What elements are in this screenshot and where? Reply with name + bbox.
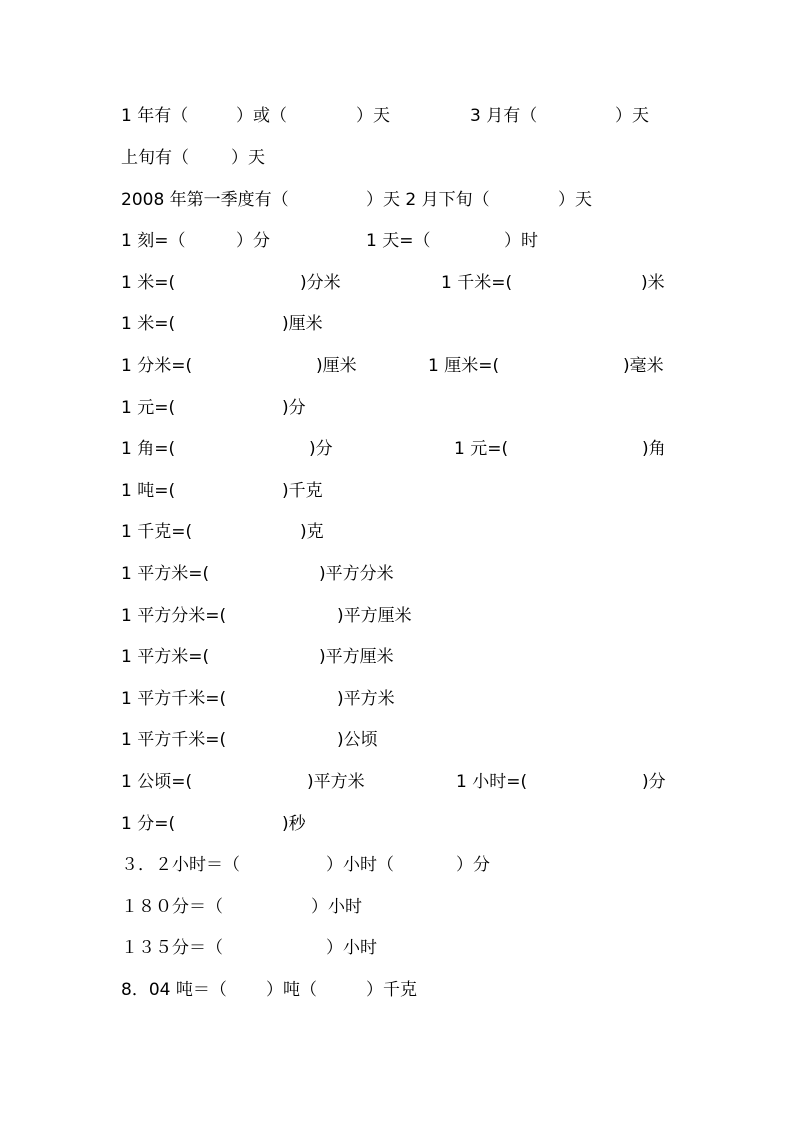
text-segment: 1 小时=( — [456, 772, 528, 792]
text-segment: 1 元=( — [454, 439, 509, 459]
text-segment: )分米 — [300, 273, 341, 293]
line-5 — [0, 271, 793, 295]
text-segment: ）天 — [356, 106, 390, 126]
text-segment: 1 角=( — [121, 439, 176, 459]
text-segment: )毫米 — [623, 356, 664, 376]
text-segment: ３．２小时＝（ — [121, 855, 240, 875]
text-segment: 1 千克=( — [121, 522, 193, 542]
text-segment: ）天 — [558, 190, 592, 210]
line-8 — [0, 396, 793, 420]
text-segment: 1 平方千米=( — [121, 730, 227, 750]
line-16 — [0, 728, 793, 752]
line-9 — [0, 437, 793, 461]
text-segment: )厘米 — [282, 314, 323, 334]
line-12 — [0, 562, 793, 586]
text-segment: 1 平方千米=( — [121, 689, 227, 709]
text-segment: ）千克 — [366, 980, 417, 1000]
text-segment: )角 — [642, 439, 666, 459]
line-18 — [0, 812, 793, 836]
text-segment: )米 — [641, 273, 665, 293]
text-segment: 3 月有（ — [470, 106, 538, 126]
text-segment: ）天 — [231, 148, 265, 168]
text-segment: 1 公顷=( — [121, 772, 193, 792]
text-segment: 1 米=( — [121, 314, 176, 334]
text-segment: 1 刻=（ — [121, 231, 186, 251]
line-2 — [0, 146, 793, 170]
text-segment: 1 千米=( — [441, 273, 513, 293]
line-21 — [0, 936, 793, 960]
line-6 — [0, 312, 793, 336]
line-7 — [0, 354, 793, 378]
text-segment: 1 元=( — [121, 398, 176, 418]
line-1 — [0, 104, 793, 128]
line-13 — [0, 604, 793, 628]
text-segment: )秒 — [282, 814, 306, 834]
text-segment: 1 厘米=( — [428, 356, 500, 376]
text-segment: )平方分米 — [319, 564, 394, 584]
text-segment: ）天 — [615, 106, 649, 126]
text-segment: ）小时 — [326, 938, 377, 958]
text-segment: 2008 年第一季度有（ — [121, 190, 289, 210]
text-segment: ）分 — [456, 855, 490, 875]
text-segment: ）天 2 月下旬（ — [366, 190, 490, 210]
text-segment: 1 分米=( — [121, 356, 193, 376]
text-segment: １３５分＝（ — [121, 938, 223, 958]
line-4 — [0, 229, 793, 253]
line-11 — [0, 520, 793, 544]
line-20 — [0, 895, 793, 919]
text-segment: １８０分＝（ — [121, 897, 223, 917]
text-segment: )千克 — [282, 481, 323, 501]
line-17 — [0, 770, 793, 794]
line-22 — [0, 978, 793, 1002]
line-14 — [0, 645, 793, 669]
text-segment: )分 — [282, 398, 306, 418]
text-segment: 1 天=（ — [366, 231, 431, 251]
text-segment: 1 平方米=( — [121, 564, 210, 584]
text-segment: )分 — [642, 772, 666, 792]
text-segment: ）吨（ — [266, 980, 317, 1000]
text-segment: )平方米 — [307, 772, 365, 792]
text-segment: 1 平方米=( — [121, 647, 210, 667]
text-segment: ）小时 — [311, 897, 362, 917]
text-segment: ）分 — [236, 231, 270, 251]
line-3 — [0, 188, 793, 212]
text-segment: ）时 — [504, 231, 538, 251]
text-segment: )平方厘米 — [319, 647, 394, 667]
text-segment: )平方厘米 — [337, 606, 412, 626]
text-segment: ）或（ — [236, 106, 287, 126]
text-segment: 1 米=( — [121, 273, 176, 293]
line-10 — [0, 479, 793, 503]
text-segment: )平方米 — [337, 689, 395, 709]
text-segment: ）小时（ — [326, 855, 394, 875]
text-segment: )公顷 — [337, 730, 378, 750]
line-19 — [0, 853, 793, 877]
text-segment: 1 分=( — [121, 814, 176, 834]
text-segment: 上旬有（ — [121, 148, 189, 168]
text-segment: )克 — [300, 522, 324, 542]
text-segment: )厘米 — [316, 356, 357, 376]
line-15 — [0, 687, 793, 711]
text-segment: )分 — [309, 439, 333, 459]
text-segment: 1 平方分米=( — [121, 606, 227, 626]
text-segment: 1 年有（ — [121, 106, 189, 126]
text-segment: 8．04 吨＝（ — [121, 980, 227, 1000]
text-segment: 1 吨=( — [121, 481, 176, 501]
